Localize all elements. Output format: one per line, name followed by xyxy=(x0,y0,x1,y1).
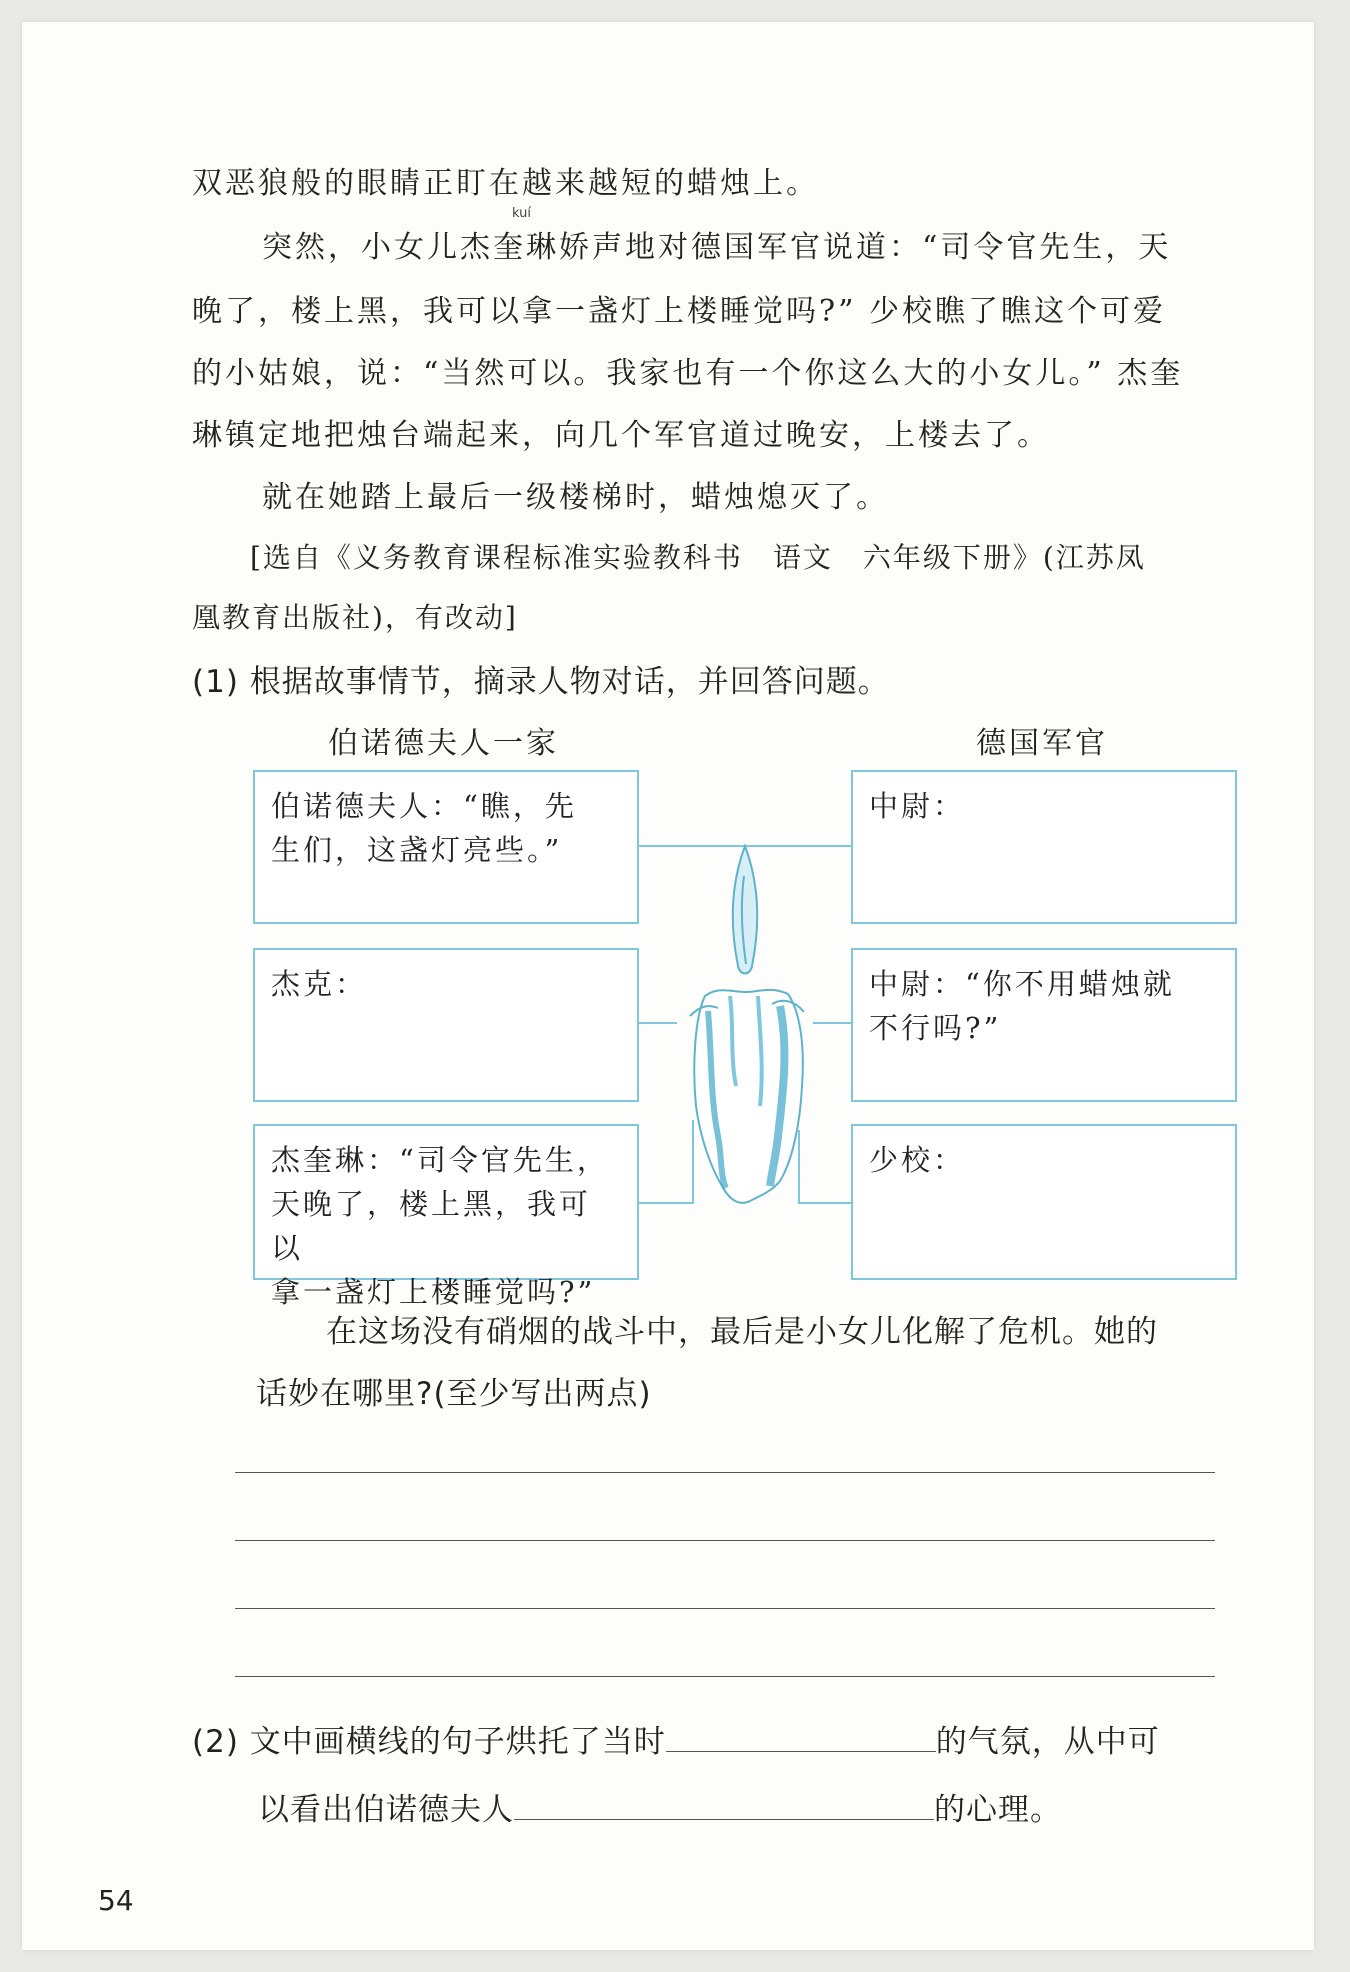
passage-line-5: 琳镇定地把烛台端起来，向几个军官道过晚安，上楼去了。 xyxy=(192,418,1050,453)
fill-blank[interactable] xyxy=(666,1721,936,1752)
question-1-followup-line-2: 话妙在哪里?(至少写出两点) xyxy=(256,1376,652,1412)
answer-line[interactable] xyxy=(235,1540,1215,1541)
dialogue-text-lieutenant-2: 中尉：“你不用蜡烛就 不行吗?” xyxy=(869,967,1175,1045)
column-heading-family: 伯诺德夫人一家 xyxy=(328,726,559,761)
answer-line[interactable] xyxy=(235,1676,1215,1677)
dialogue-box-madame xyxy=(253,770,639,924)
dialogue-box-jacqueline xyxy=(253,1124,639,1309)
dialogue-text-lieutenant-1: 中尉： xyxy=(869,789,966,823)
fill-blank[interactable] xyxy=(514,1789,934,1820)
question-2-line-1 xyxy=(192,1716,1160,1761)
candle-illustration xyxy=(660,836,830,1216)
page-number: 54 xyxy=(98,1884,134,1917)
dialogue-text-madame: 伯诺德夫人：“瞧，先 生们，这盏灯亮些。” xyxy=(271,789,577,867)
question-2-part-a: (2) 文中画横线的句子烘托了当时 xyxy=(192,1724,666,1760)
passage-line-4: 的小姑娘，说：“当然可以。我家也有一个你这么大的小女儿。” 杰奎 xyxy=(192,356,1184,391)
passage-line-2: 突然，小女儿杰奎琳娇声地对德国军官说道：“司令官先生，天 xyxy=(262,230,1172,265)
passage-line-1: 双恶狼般的眼睛正盯在越来越短的蜡烛上。 xyxy=(192,166,819,201)
question-2-part-b: 的气氛，从中可 xyxy=(935,1724,1160,1760)
question-1-followup-line-1: 在这场没有硝烟的战斗中，最后是小女儿化解了危机。她的 xyxy=(326,1314,1158,1350)
column-heading-officers: 德国军官 xyxy=(976,726,1108,761)
pinyin-annotation: kuí xyxy=(512,206,531,221)
passage-line-3: 晚了，楼上黑，我可以拿一盏灯上楼睡觉吗?” 少校瞧了瞧这个可爱 xyxy=(192,294,1166,329)
passage-line-6: 就在她踏上最后一级楼梯时，蜡烛熄灭了。 xyxy=(262,480,889,515)
dialogue-box-major xyxy=(851,1124,1237,1280)
dialogue-text-major: 少校： xyxy=(869,1143,966,1177)
dialogue-text-jack: 杰克： xyxy=(271,967,368,1001)
dialogue-text-jacqueline: 杰奎琳：“司令官先生， 天晚了，楼上黑，我可以 拿一盏灯上楼睡觉吗?” xyxy=(271,1143,609,1309)
answer-line[interactable] xyxy=(235,1472,1215,1473)
dialogue-box-jack xyxy=(253,948,639,1102)
question-1-prompt: (1) 根据故事情节，摘录人物对话，并回答问题。 xyxy=(192,664,890,700)
question-2-part-d: 的心理。 xyxy=(934,1792,1062,1828)
source-citation-2: 凰教育出版社)，有改动] xyxy=(192,601,518,634)
question-2-line-2 xyxy=(258,1784,1062,1829)
question-2-part-c: 以看出伯诺德夫人 xyxy=(258,1792,514,1828)
dialogue-box-lieutenant-1 xyxy=(851,770,1237,924)
dialogue-box-lieutenant-2 xyxy=(851,948,1237,1102)
source-citation-1: [选自《义务教育课程标准实验教科书 语文 六年级下册》(江苏凤 xyxy=(250,541,1146,574)
answer-line[interactable] xyxy=(235,1608,1215,1609)
